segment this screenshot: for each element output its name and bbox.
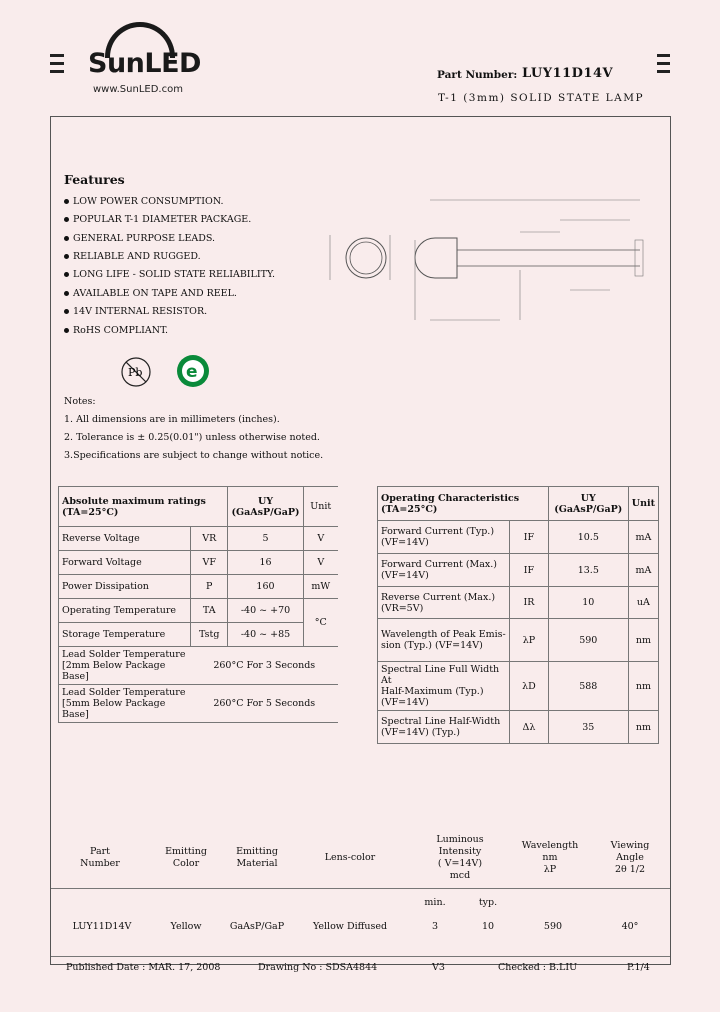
table-row: Reverse Voltage VR 5 V	[59, 527, 339, 551]
table-row: Forward Current (Max.) (VF=14V) IF 13.5 mA	[378, 554, 659, 587]
table-row: Power Dissipation P 160 mW	[59, 575, 339, 599]
table-row: Lead Solder Temperature [2mm Below Package Base] 260°C For 3 Seconds	[59, 647, 339, 685]
table-row: Spectral Line Half-Width (VF=14V) (Typ.) Δλ 35 nm	[378, 711, 659, 744]
feature-item: AVAILABLE ON TAPE AND REEL.	[64, 288, 237, 299]
col-color-header: Emitting Color	[165, 846, 207, 869]
svg-text:Pb: Pb	[128, 366, 143, 379]
col-angle-header: Viewing Angle 2θ 1/2	[610, 840, 650, 875]
part-number-label: Part Number:	[437, 69, 518, 81]
table-row: Forward Voltage VF 16 V	[59, 551, 339, 575]
divider	[51, 956, 670, 957]
typ-header: typ.	[478, 897, 498, 908]
led-dimension-drawing	[320, 180, 660, 330]
header-label: Operating Characteristics	[381, 492, 520, 504]
header-label: Absolute maximum ratings	[62, 495, 206, 507]
table-row: Forward Current (Typ.) (VF=14V) IF 10.5 mA	[378, 521, 659, 554]
feature-item: LOW POWER CONSUMPTION.	[64, 196, 224, 207]
header-label: (TA=25°C)	[381, 503, 438, 515]
feature-item: POPULAR T-1 DIAMETER PACKAGE.	[64, 214, 251, 225]
header-label: (GaAsP/GaP)	[554, 503, 623, 515]
table-row: Lead Solder Temperature [5mm Below Package Base] 260°C For 5 Seconds	[59, 685, 339, 723]
header-label: UY	[257, 495, 274, 507]
left-bars-icon	[50, 54, 64, 78]
published-date: Published Date : MAR. 17, 2008	[66, 962, 221, 973]
right-bars-icon	[657, 54, 670, 78]
subtitle: T-1 (3mm) SOLID STATE LAMP	[438, 92, 645, 104]
table-row: Wavelength of Peak Emis- sion (Typ.) (VF=14V) λP 590 nm	[378, 619, 659, 662]
feature-item: RELIABLE AND RUGGED.	[64, 251, 201, 262]
col-lens-header: Lens-color	[324, 852, 376, 863]
checked-by: Checked : B.LIU	[498, 962, 578, 973]
note-item: 1. All dimensions are in millimeters (inches).	[64, 414, 280, 425]
col-material-header: Emitting Material	[236, 846, 278, 869]
pb-free-icon	[118, 354, 154, 390]
part-number: LUY11D14V	[522, 66, 614, 81]
table-row: Storage Temperature Tstg -40 ~ +85	[59, 623, 339, 647]
drawing-number: Drawing No : SDSA4844	[258, 962, 378, 973]
header-label: UY	[580, 492, 596, 504]
header-unit: Unit	[628, 487, 658, 521]
col-lum-header: Luminous Intensity ( V=14V) mcd	[436, 834, 484, 881]
min-header: min.	[424, 897, 446, 908]
operating-characteristics-table	[377, 486, 659, 744]
absolute-max-ratings-table	[58, 486, 338, 723]
rohs-e-icon	[174, 352, 212, 390]
table-row: Operating Temperature TA -40 ~ +70 °C	[59, 599, 339, 623]
feature-item: LONG LIFE - SOLID STATE RELIABILITY.	[64, 269, 275, 280]
note-item: 3.Specifications are subject to change without notice.	[64, 450, 324, 461]
svg-text:e: e	[186, 362, 198, 382]
features-title: Features	[64, 172, 125, 187]
col-part-header: Part Number	[80, 846, 120, 869]
header-label: (TA=25°C)	[62, 506, 119, 518]
divider	[51, 888, 670, 889]
note-item: 2. Tolerance is ± 0.25(0.01") unless otherwise noted.	[64, 432, 320, 443]
col-wave-header: Wavelength nm λP	[521, 840, 579, 875]
feature-item: RoHS COMPLIANT.	[64, 325, 168, 336]
table-row: Reverse Current (Max.) (VR=5V) IR 10 uA	[378, 587, 659, 619]
notes-title: Notes:	[64, 396, 96, 407]
feature-item: 14V INTERNAL RESISTOR.	[64, 306, 207, 317]
header-unit: Unit	[303, 487, 338, 527]
feature-item: GENERAL PURPOSE LEADS.	[64, 233, 215, 244]
version: V3	[432, 962, 445, 973]
page-number: P.1/4	[627, 962, 650, 973]
header-label: (GaAsP/GaP)	[231, 506, 300, 518]
table-row: Spectral Line Full Width At Half-Maximum (Typ.) (VF=14V) λD 588 nm	[378, 662, 659, 711]
brand-url: www.SunLED.com	[93, 84, 183, 95]
brand-logo: SunLED	[88, 48, 201, 79]
